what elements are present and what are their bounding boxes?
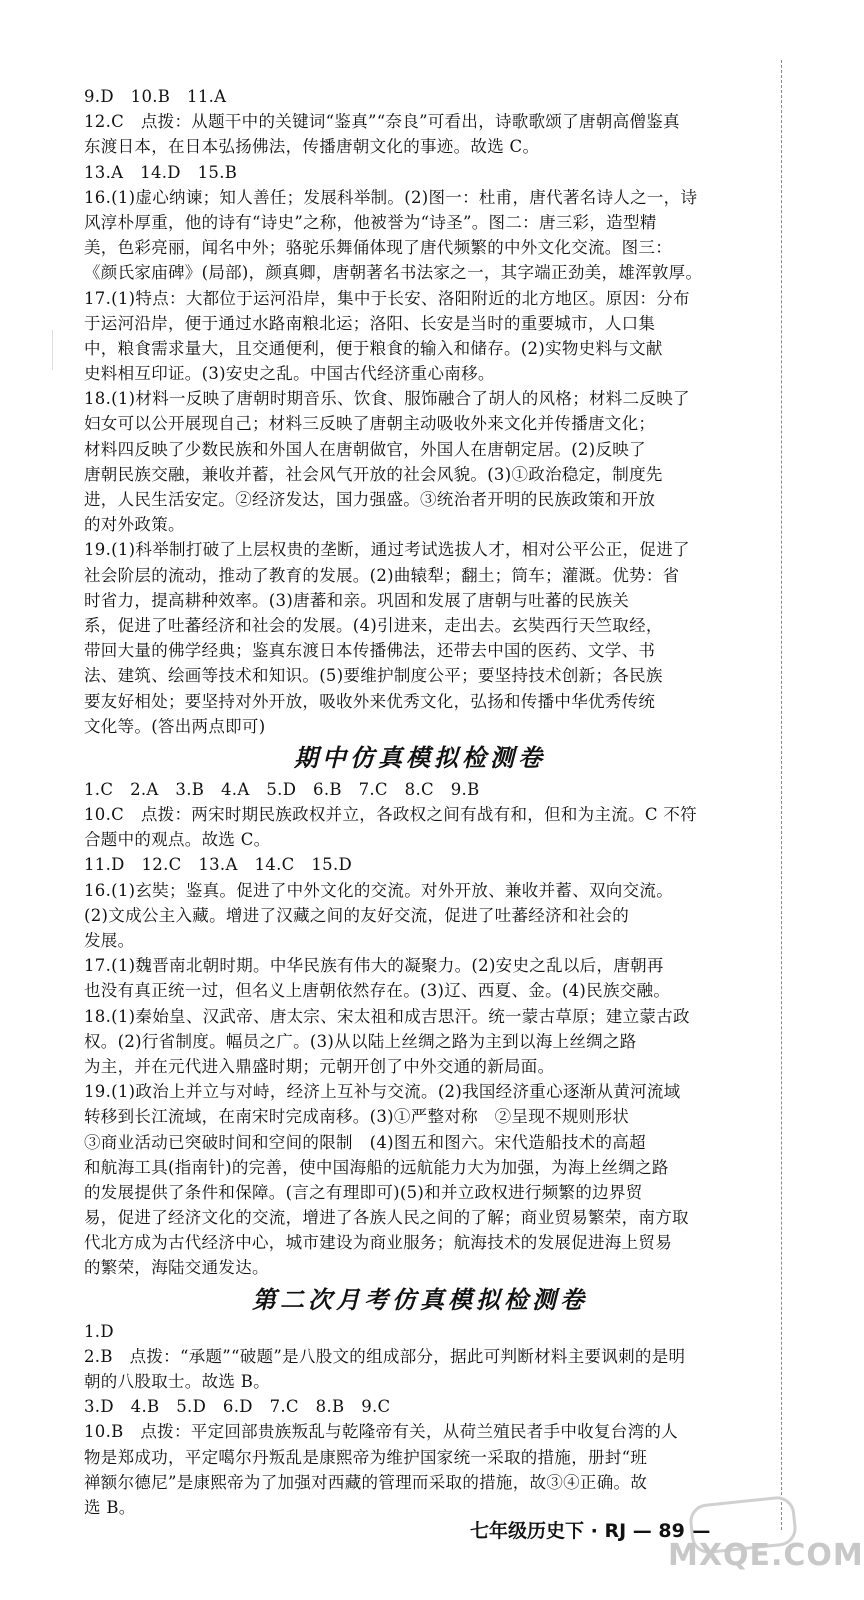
answer-line: 转移到长江流域，在南宋时完成南移。(3)①严整对称 ②呈现不规则形状 [84, 1107, 630, 1127]
second-monthly-answers [84, 1319, 756, 1521]
answer-line: 于运河沿岸，便于通过水路南粮北运；洛阳、长安是当时的重要城市，人口集 [84, 313, 656, 333]
midterm-answers [84, 777, 756, 1281]
answer-line: 东渡日本，在日本弘扬佛法，传播唐朝文化的事迹。故选 C。 [84, 137, 540, 157]
answer-line: 代北方成为古代经济中心，城市建设为商业服务；航海技术的发展促进海上贸易 [84, 1233, 672, 1253]
binding-margin-rule [781, 60, 782, 1530]
previous-test-answers [84, 84, 756, 739]
answer-line: 2.B 点拨：“承题”“破题”是八股文的组成部分，据此可判断材料主要讽刺的是明 [84, 1346, 686, 1366]
answer-line: 18.(1)秦始皇、汉武帝、唐太宗、宋太祖和成吉思汗。统一蒙古草原；建立蒙古政 [84, 1006, 690, 1026]
answer-line: 进，人民生活安定。②经济发达，国力强盛。③统治者开明的民族政策和开放 [84, 490, 656, 509]
answer-line: 物是郑成功，平定噶尔丹叛乱是康熙帝为维护国家统一采取的措施，册封“班 [84, 1447, 648, 1467]
answer-line: 带回大量的佛学经典；鉴真东渡日本传播佛法，还带去中国的医药、文学、书 [84, 641, 656, 661]
answer-line: 的发展提供了条件和保障。(言之有理即可)(5)和并立政权进行频繁的边界贸 [84, 1182, 643, 1202]
answer-line: 《颜氏家庙碑》(局部)，颜真卿，唐朝著名书法家之一，其字端正劲美，雄浑敦厚。 [84, 263, 703, 283]
answer-line: 时省力，提高耕种效率。(3)唐蕃和亲。巩固和发展了唐朝与吐蕃的民族关 [84, 590, 630, 610]
answer-line: 的对外政策。 [84, 515, 185, 535]
answer-line: 选 B。 [84, 1497, 136, 1517]
answer-line: 合题中的观点。故选 C。 [84, 830, 271, 850]
answer-line: 19.(1)科举制打破了上层权贵的垄断，通过考试选拔人才，相对公平公正，促进了 [84, 540, 690, 560]
watermark-text: MXQE.COM [668, 1538, 864, 1573]
answer-content [84, 84, 756, 1520]
answer-line: 10.C 点拨：两宋时期民族政权并立，各政权之间有战有和，但和为主流。C 不符 [84, 805, 697, 825]
answer-line: 风淳朴厚重，他的诗有“诗史”之称，他被誉为“诗圣”。图二：唐三彩，造型精 [84, 212, 657, 232]
answer-line: 发展。 [84, 931, 135, 950]
answer-line: 9.D 10.B 11.A [84, 87, 227, 106]
page-footer: 七年级历史下 · RJ — 89 — [470, 1520, 711, 1542]
answer-line: 朝的八股取士。故选 B。 [84, 1372, 270, 1391]
answer-line: 1.D [84, 1321, 114, 1341]
section-title-midterm: 期中仿真模拟检测卷 [294, 743, 546, 772]
answer-line: 18.(1)材料一反映了唐朝时期音乐、饮食、服饰融合了胡人的风格；材料二反映了 [84, 389, 690, 409]
answer-line: 13.A 14.D 15.B [84, 162, 238, 182]
answer-line: 史料相互印证。(3)安史之乱。中国古代经济重心南移。 [84, 364, 495, 384]
answer-line: 美，色彩亮丽，闻名中外；骆驼乐舞俑体现了唐代频繁的中外文化交流。图三： [84, 238, 672, 258]
answer-line: 12.C 点拨：从题干中的关键词“鉴真”“奈良”可看出，诗歌歌颂了唐朝高僧鉴真 [84, 112, 680, 132]
answer-line: 唐朝民族交融，兼收并蓄，社会风气开放的社会风貌。(3)①政治稳定，制度先 [84, 464, 663, 484]
scan-mark [52, 330, 53, 370]
answer-line: 16.(1)玄奘；鉴真。促进了中外文化的交流。对外开放、兼收并蓄、双向交流。 [84, 880, 674, 900]
answer-line: 材料四反映了少数民族和外国人在唐朝做官，外国人在唐朝定居。(2)反映了 [84, 439, 646, 459]
section-title-second-monthly: 第二次月考仿真模拟检测卷 [252, 1285, 588, 1314]
answer-line: 易，促进了经济文化的交流，增进了各族人民之间的了解；商业贸易繁荣，南方取 [84, 1208, 689, 1228]
answer-line: 文化等。(答出两点即可) [84, 716, 266, 736]
answer-line: 为主，并在元代进入鼎盛时期；元朝开创了中外交通的新局面。 [84, 1056, 555, 1076]
answer-line: 法、建筑、绘画等技术和知识。(5)要维护制度公平；要坚持技术创新；各民族 [84, 666, 663, 686]
answer-line: 和航海工具(指南针)的完善，使中国海船的远航能力大为加强，为海上丝绸之路 [84, 1157, 669, 1177]
answer-line: 也没有真正统一过，但名义上唐朝依然存在。(3)辽、西夏、金。(4)民族交融。 [84, 981, 671, 1001]
answer-line: 禅额尔德尼”是康熙帝为了加强对西藏的管理而采取的措施，故③④正确。故 [84, 1472, 648, 1492]
answer-line: 系，促进了吐蕃经济和社会的发展。(4)引进来，走出去。玄奘西行天竺取经， [84, 615, 663, 635]
answer-line: 16.(1)虚心纳谏；知人善任；发展科举制。(2)图一：杜甫，唐代著名诗人之一，诗 [84, 187, 698, 207]
answer-line: 中，粮食需求量大，且交通便利，便于粮食的输入和储存。(2)实物史料与文献 [84, 338, 663, 358]
answer-line: 社会阶层的流动，推动了教育的发展。(2)曲辕犁；翻土；筒车；灌溉。优势：省 [84, 565, 680, 585]
answer-line: 17.(1)魏晋南北朝时期。中华民族有伟大的凝聚力。(2)安史之乱以后，唐朝再 [84, 956, 664, 976]
answer-line: ③商业活动已突破时间和空间的限制 (4)图五和图六。宋代造船技术的高超 [84, 1132, 646, 1152]
answer-line: 妇女可以公开展现自己；材料三反映了唐朝主动吸收外来文化并传播唐文化； [84, 414, 656, 434]
answer-line: 3.D 4.B 5.D 6.D 7.C 8.B 9.C [84, 1397, 391, 1417]
answer-line: 19.(1)政治上并立与对峙，经济上互补与交流。(2)我国经济重心逐渐从黄河流域 [84, 1082, 681, 1102]
answer-line: 10.B 点拨：平定回部贵族叛乱与乾隆帝有关，从荷兰殖民者手中收复台湾的人 [84, 1422, 678, 1442]
answer-line: 要友好相处；要坚持对外开放，吸收外来优秀文化，弘扬和传播中华优秀传统 [84, 691, 656, 711]
answer-line: 的繁荣，海陆交通发达。 [84, 1258, 269, 1278]
answer-line: 1.C 2.A 3.B 4.A 5.D 6.B 7.C 8.C 9.B [84, 779, 480, 799]
answer-line: (2)文成公主入藏。增进了汉藏之间的友好交流，促进了吐蕃经济和社会的 [84, 905, 630, 925]
answer-line: 11.D 12.C 13.A 14.C 15.D [84, 855, 353, 875]
answer-line: 17.(1)特点：大都位于运河沿岸，集中于长安、洛阳附近的北方地区。原因：分布 [84, 288, 690, 308]
answer-line: 权。(2)行省制度。幅员之广。(3)从以陆上丝绸之路为主到以海上丝绸之路 [84, 1031, 637, 1051]
